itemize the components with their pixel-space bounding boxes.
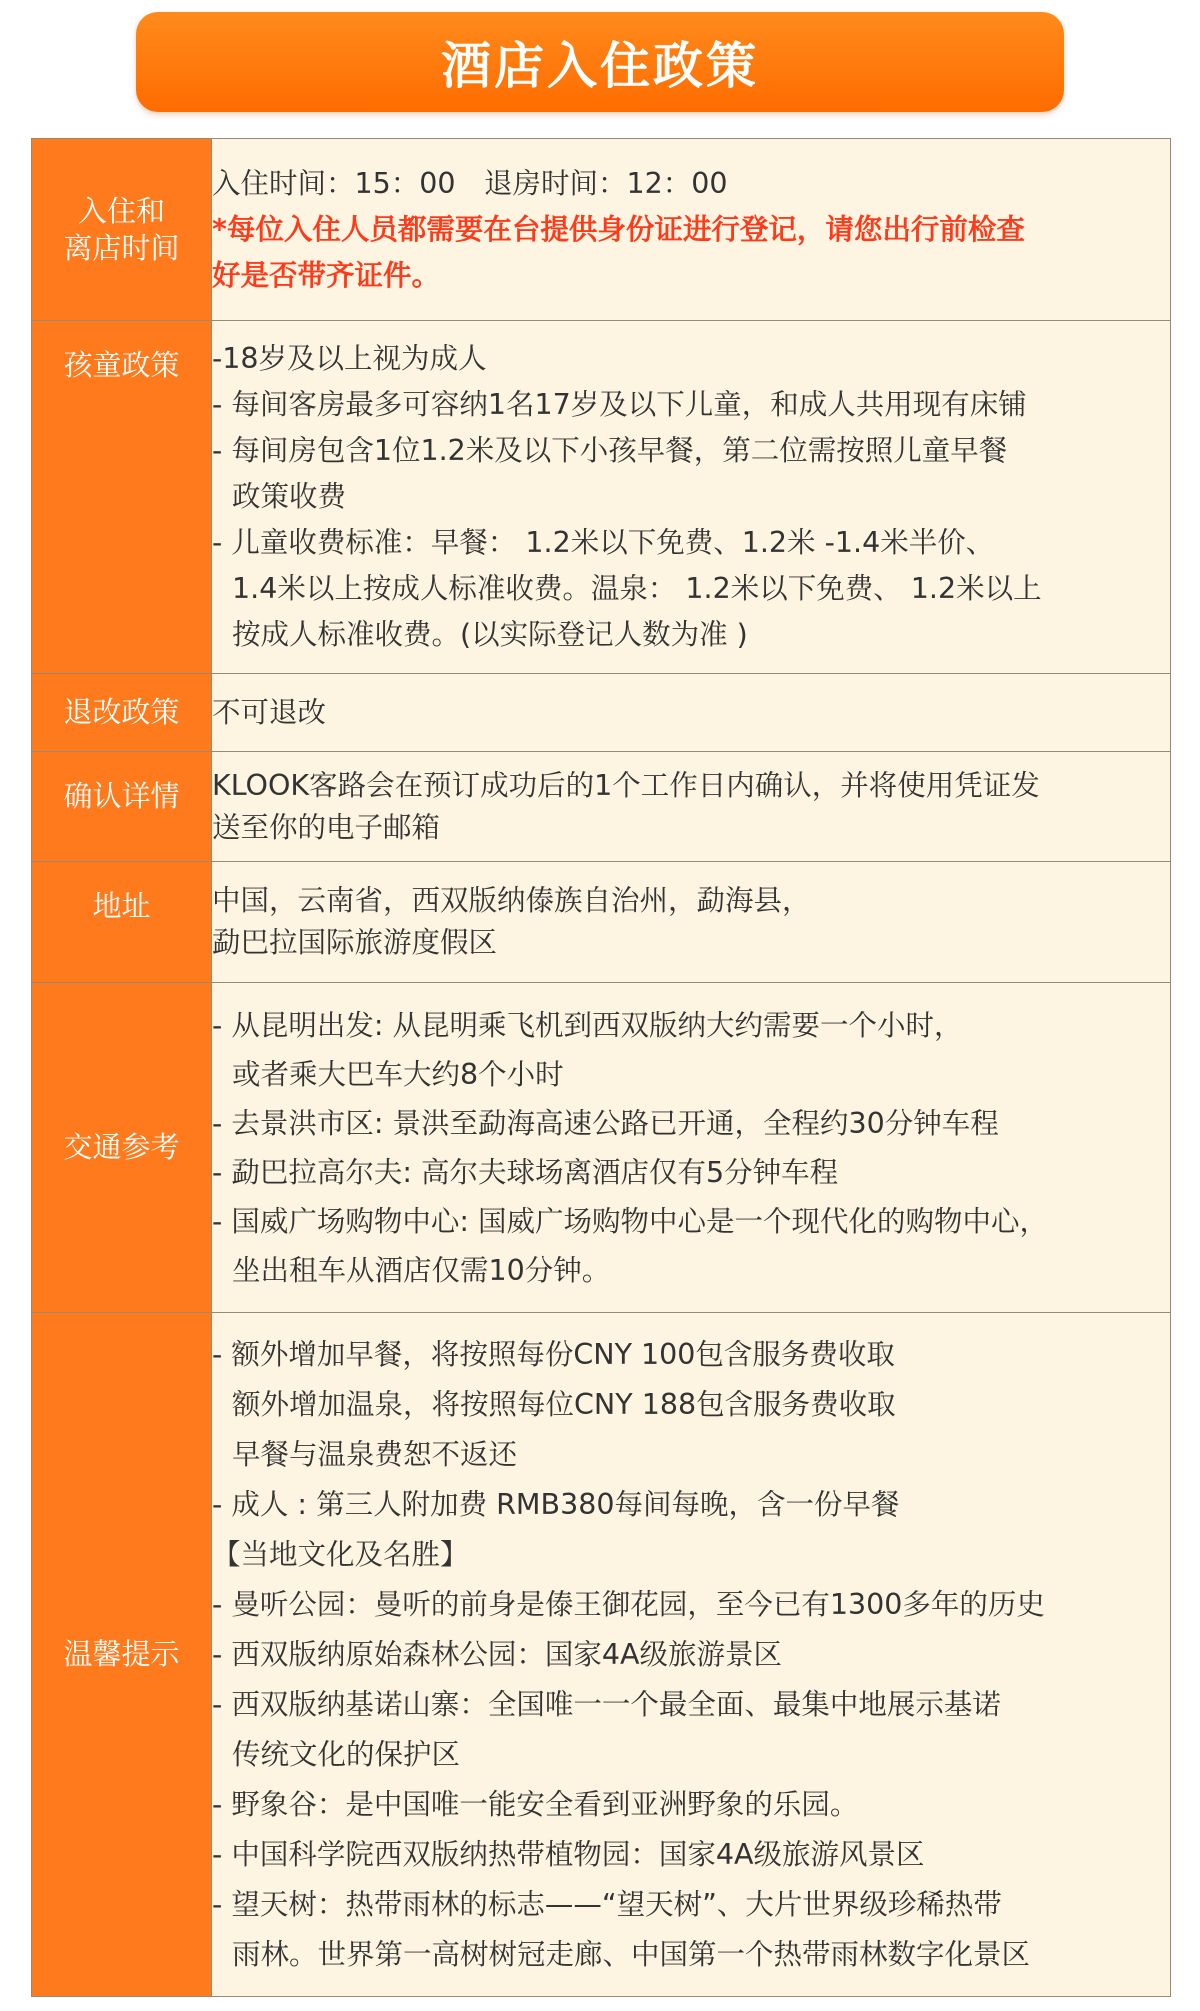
refund-text: 不可退改 [212, 695, 327, 729]
tips-line: - 野象谷：是中国唯一能安全看到亚洲野象的乐园。 [212, 1787, 859, 1821]
address-line: 勐巴拉国际旅游度假区 [212, 926, 498, 959]
tips-line: 额外增加温泉，将按照每位CNY 188包含服务费收取 [232, 1387, 896, 1421]
checkin-times: 入住时间：15：00 退房时间：12：00 [212, 166, 728, 200]
transport-line: - 去景洪市区: 景洪至勐海高速公路已开通，全程约30分钟车程 [212, 1106, 999, 1140]
row-content-refund [212, 674, 1171, 752]
confirm-line: 送至你的电子邮箱 [212, 810, 441, 844]
tips-line: 传统文化的保护区 [232, 1737, 461, 1771]
children-line: 1.4米以上按成人标准收费。温泉： 1.2米以下免费、 1.2米以上 [232, 572, 1042, 605]
row-children [32, 321, 1171, 674]
label-checkin-2: 离店时间 [63, 230, 180, 265]
row-transport [32, 983, 1171, 1313]
row-label-address: 地址 [32, 862, 212, 983]
row-label-confirm: 确认详情 [32, 752, 212, 862]
transport-line: - 勐巴拉高尔夫: 高尔夫球场离酒店仅有5分钟车程 [212, 1155, 839, 1189]
row-label-refund: 退改政策 [32, 674, 212, 752]
tips-line: 早餐与温泉费恕不返还 [232, 1437, 518, 1471]
id-notice-line-1: *每位入住人员都需要在台提供身份证进行登记，请您出行前检查 [212, 212, 1025, 246]
row-label-transport: 交通参考 [32, 983, 212, 1313]
confirm-line: KLOOK客路会在预订成功后的1个工作日内确认，并将使用凭证发 [212, 768, 1040, 802]
tips-line: - 西双版纳原始森林公园：国家4A级旅游景区 [212, 1637, 782, 1671]
transport-line: - 国威广场购物中心: 国威广场购物中心是一个现代化的购物中心， [212, 1204, 1049, 1238]
page-title: 酒店入住政策 [441, 37, 759, 95]
tips-line: - 望天树：热带雨林的标志——“望天树”、大片世界级珍稀热带 [212, 1887, 1002, 1921]
tips-line: - 中国科学院西双版纳热带植物园：国家4A级旅游风景区 [212, 1837, 925, 1871]
tips-line: - 曼听公园：曼听的前身是傣王御花园，至今已有1300多年的历史 [212, 1587, 1045, 1621]
row-label-children: 孩童政策 [32, 321, 212, 674]
row-content-address [212, 862, 1171, 983]
row-content-children [212, 321, 1171, 674]
children-line: - 每间房包含1位1.2米及以下小孩早餐，第二位需按照儿童早餐 [212, 434, 1008, 467]
children-line: 按成人标准收费。(以实际登记人数为准 ) [232, 618, 748, 651]
row-label-checkin [32, 139, 212, 321]
policy-table [31, 138, 1171, 1997]
children-line: - 儿童收费标准：早餐： 1.2米以下免费、1.2米 -1.4米半价、 [212, 526, 995, 559]
row-label-tips: 温馨提示 [32, 1313, 212, 1997]
row-checkin [32, 139, 1171, 321]
id-notice-line-2: 好是否带齐证件。 [212, 258, 441, 292]
row-content-confirm [212, 752, 1171, 862]
row-content-tips [212, 1313, 1171, 1997]
tips-section-heading: 【当地文化及名胜】 [212, 1537, 469, 1571]
children-line: 政策收费 [232, 480, 347, 513]
tips-line: - 成人 : 第三人附加费 RMB380每间每晚，含一份早餐 [212, 1487, 900, 1521]
row-content-transport [212, 983, 1171, 1313]
tips-line: - 西双版纳基诺山寨：全国唯一一个最全面、最集中地展示基诺 [212, 1687, 1001, 1721]
transport-line: - 从昆明出发: 从昆明乘飞机到西双版纳大约需要一个小时， [212, 1008, 963, 1042]
tips-line: - 额外增加早餐，将按照每份CNY 100包含服务费收取 [212, 1337, 895, 1371]
children-line: - 每间客房最多可容纳1名17岁及以下儿童，和成人共用现有床铺 [212, 388, 1027, 421]
row-tips [32, 1313, 1171, 1997]
label-checkin-1: 入住和 [77, 193, 165, 228]
row-address [32, 862, 1171, 983]
transport-line: 或者乘大巴车大约8个小时 [232, 1057, 564, 1091]
row-confirm [32, 752, 1171, 862]
title-banner [136, 12, 1064, 112]
row-refund [32, 674, 1171, 752]
tips-line: 雨林。世界第一高树树冠走廊、中国第一个热带雨林数字化景区 [232, 1937, 1031, 1971]
address-line: 中国，云南省，西双版纳傣族自治州，勐海县， [212, 884, 811, 917]
transport-line: 坐出租车从酒店仅需10分钟。 [232, 1253, 611, 1287]
row-content-checkin [212, 139, 1171, 321]
children-line: -18岁及以上视为成人 [212, 342, 487, 375]
